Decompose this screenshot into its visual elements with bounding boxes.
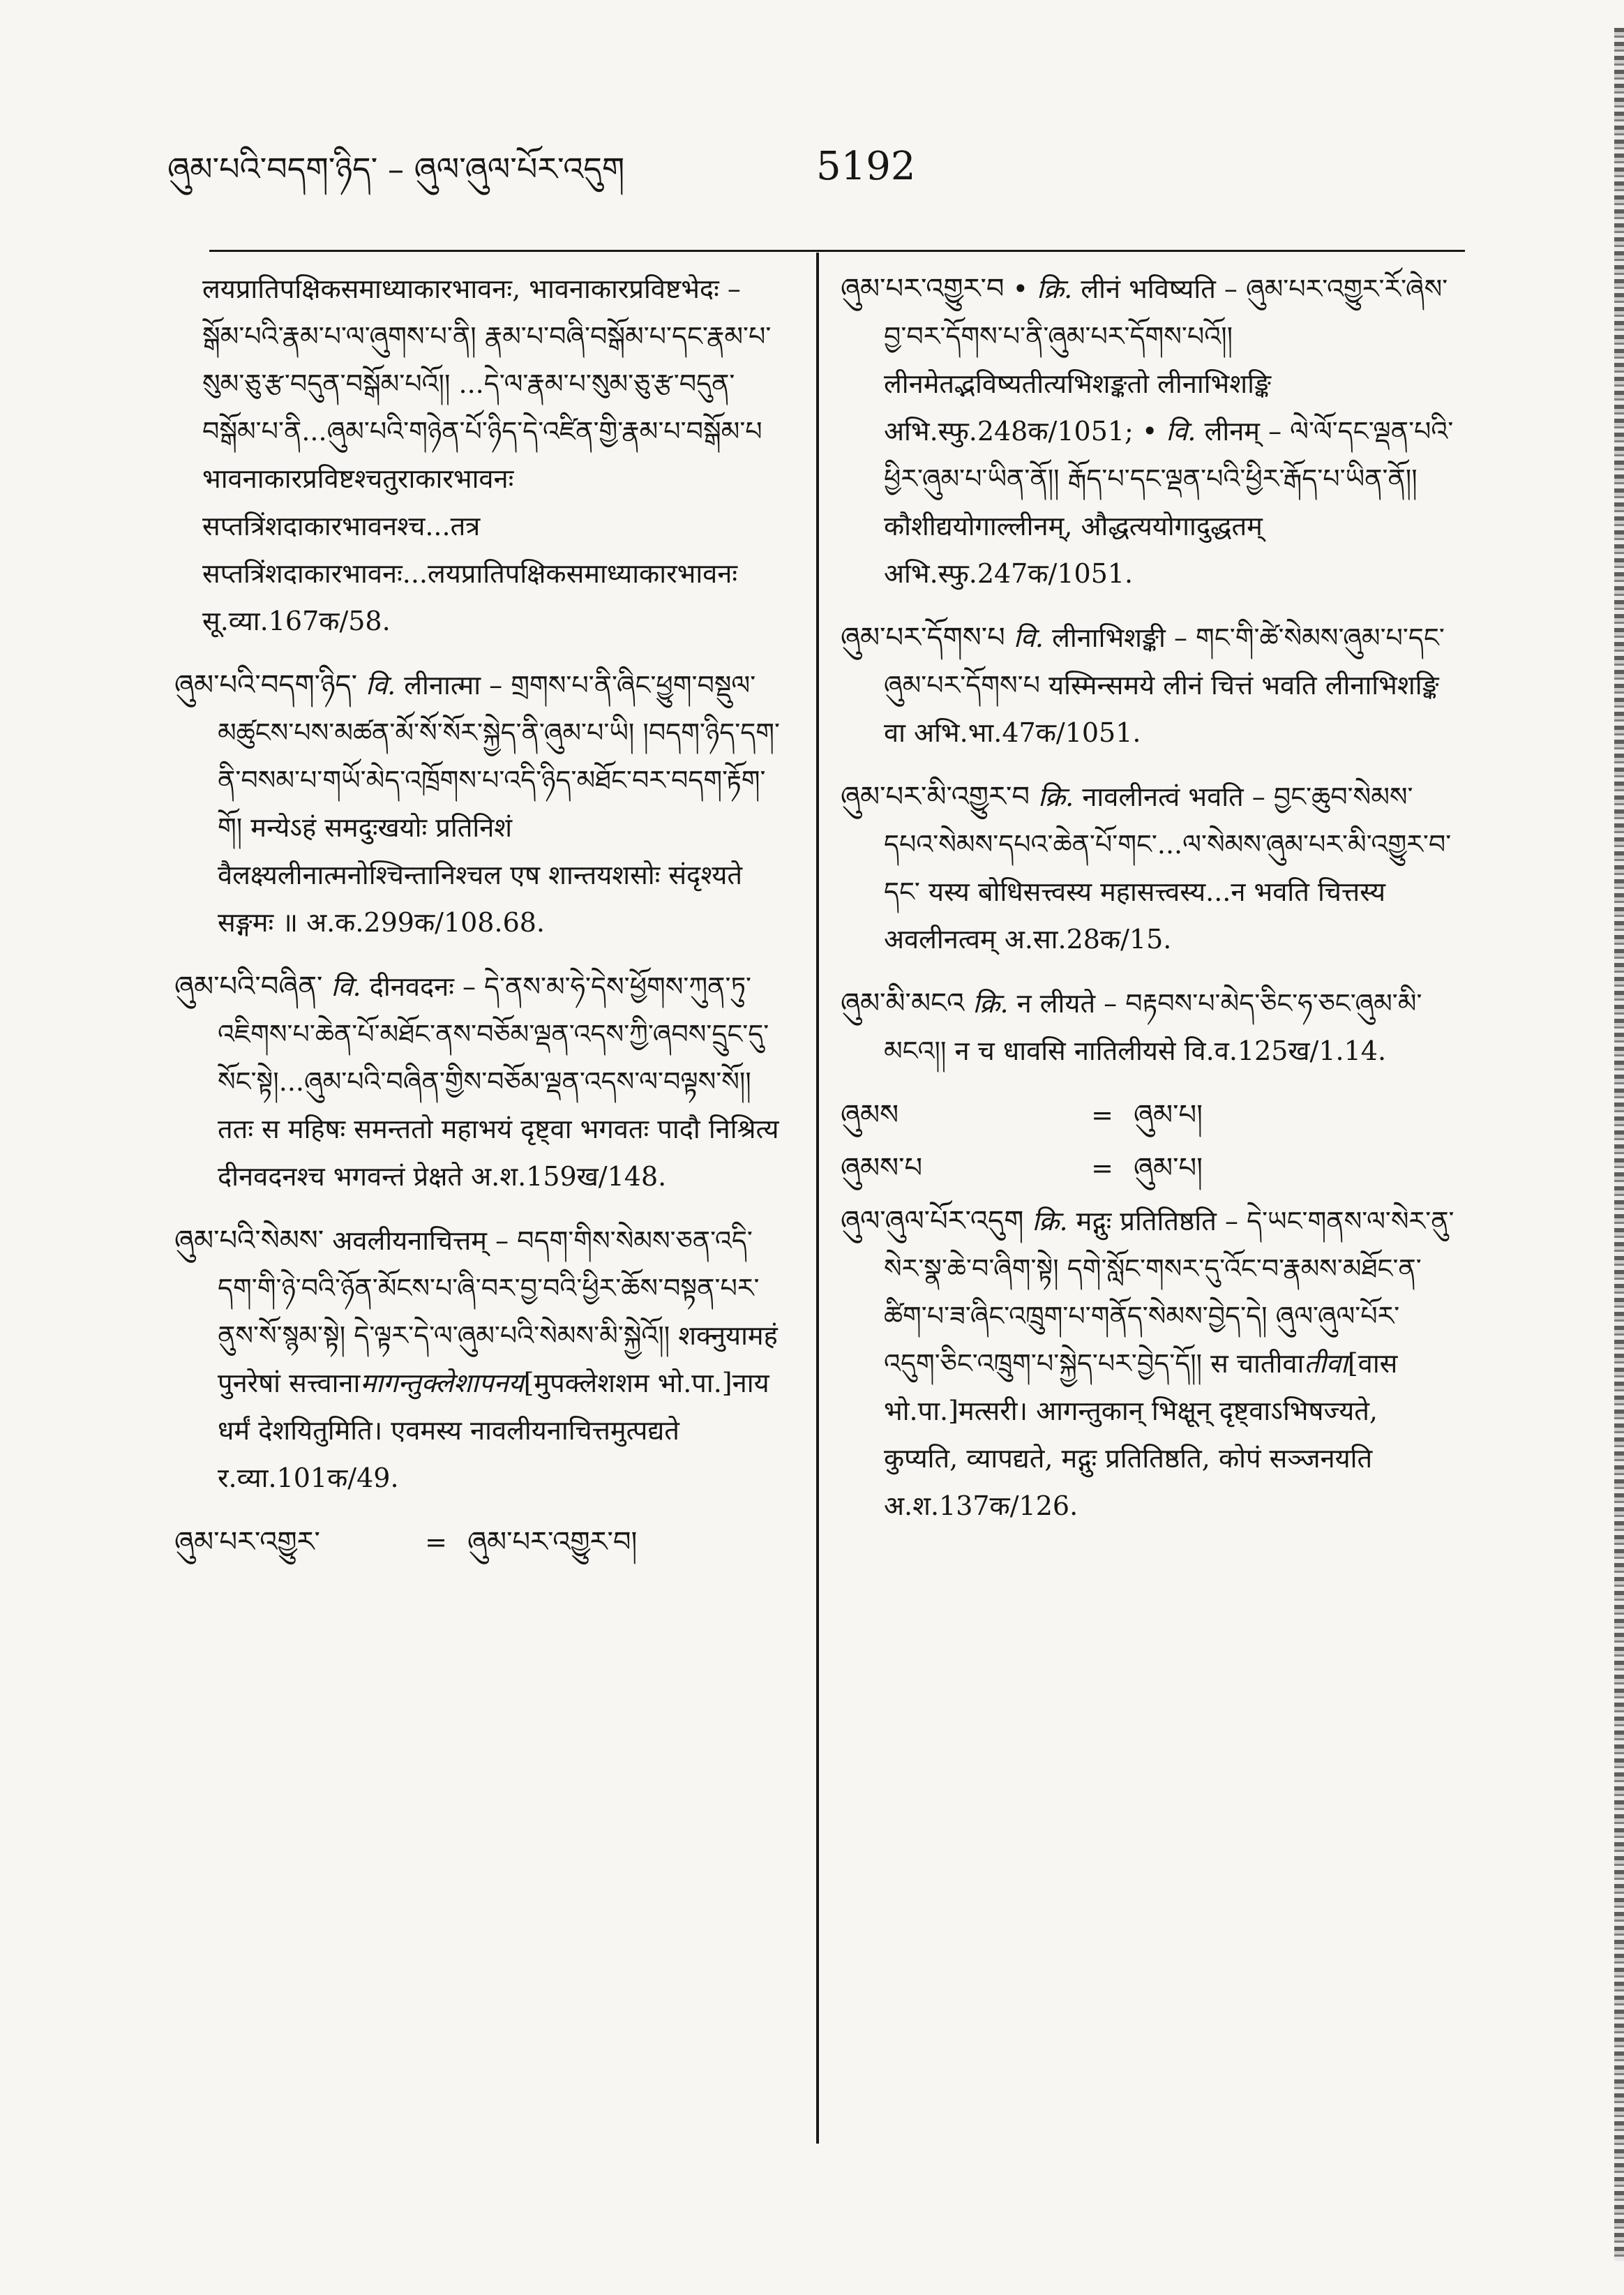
grammar-label: क्रि. [1032,1206,1068,1236]
headword: ཞུམ་པར་འགྱུར་བ [841,273,1005,305]
grammar-label: • क्रि. [1012,274,1073,304]
header-title: ཞུམ་པའི་བདག་ཉིད་ – ཞུལ་ཞུལ་པོར་འདུག [167,150,625,188]
definition: लीनं भविष्यति – ཞུམ་པར་འགྱུར་རོ་ཞེས་བྱ་བར་དོགས་པ་ནི་ཞུམ་པར་དོགས་པའོ།། लीनमेतद्भविष्यतीत्यभिशङ्कतो लीनाभिशङ्कि अभि.स्फु.248क/1051; [884,274,1448,447]
headword: ཞུམ་པར་དོགས་པ [841,622,1005,654]
headword: ཞུམ་མི་མངའ [841,987,965,1019]
grammar-label: वि. [1013,622,1044,653]
page-number: 5192 [816,144,916,189]
entry [174,1217,788,1502]
cross-reference [841,1144,1454,1192]
headword: ཞུམ་པར་འགྱུར་ [174,1526,320,1558]
definition-cont: [वास भो.पा.]मत्सरी। आगन्तुकान् भिक्षून् दृष्ट्वाऽभिषज्यते, कुप्यति, व्यापद्यते, मद्गुः प्रतितिष्ठति, कोपं सञ्जनयति अ.श.137क/126. [884,1348,1398,1521]
entry [174,661,788,946]
definition-cont: लीनम् – ལེ་ལོ་དང་ལྡན་པའི་ཕྱིར་ཞུམ་པ་ཡིན་ནོ།། རྒོད་པ་དང་ལྡན་པའི་ཕྱིར་རྒོད་པ་ཡིན་ནོ།། कौशीद्ययोगाल्लीनम्, औद्धत्ययोगादुद्धतम् अभि.स्फु.247क/1051. [884,416,1454,589]
definition: दीनवदनः – དེ་ནས་མ་ཧེ་དེས་ཕྱོགས་ཀུན་ཏུ་འཇིགས་པ་ཆེན་པོ་མཐོང་ནས་བཅོམ་ལྡན་འདས་ཀྱི་ཞབས་དྲུང་དུ་སོང་སྟེ།...ཞུམ་པའི་བཞིན་གྱིས་བཅོམ་ལྡན་འདས་ལ་བལྟས་སོ།། ततः स महिषः समन्ततो महाभयं दृष्ट्वा भगवतः पादौ निश्रित्य दीनवदनश्च भगवन्तं प्रेक्षते अ.श.159ख/148. [218,971,779,1192]
column-divider [816,253,819,2144]
header-rule [209,250,1465,252]
running-header [167,140,1465,202]
definition: मद्गुः प्रतितिष्ठति – དེ་ཡང་གནས་ལ་སེར་ནུ་སེར་སྣ་ཆེ་བ་ཞིག་སྟེ། དགེ་སློང་གསར་དུ་འོང་བ་རྣམས་མཐོང་ན་ཚིག་པ་ཟ་ཞིང་འཁྲུག་པ་གནོད་སེམས་བྱེད་དེ། ཞུལ་ཞུལ་པོར་འདུག་ཅིང་འཁྲུག་པ་སྐྱེད་པར་བྱེད་དོ།། स चातीवा [884,1206,1454,1379]
entry [841,1197,1454,1530]
continued-entry: लयप्रातिपक्षिकसमाध्याकारभावनः, भावनाकारप्रविष्टभेदः – སྒོམ་པའི་རྣམ་པ་ལ་ཞུགས་པ་ནི། རྣམ་པ་བཞི་བསྒོམ་པ་དང་རྣམ་པ་སུམ་ཅུ་རྩ་བདུན་བསྒོམ་པའོ།། ...དེ་ལ་རྣམ་པ་སུམ་ཅུ་རྩ་བདུན་བསྒོམ་པ་ནི...ཞུམ་པའི་གཉེན་པོ་ཉིད་དེ་འཛིན་གྱི་རྣམ་པ་བསྒོམ་པ भावनाकारप्रविष्टश्चतुराकारभावनः सप्तत्रिंशदाकारभावनश्च...तत्र सप्तत्रिंशदाकारभावनः...लयप्रातिपक्षिकसमाध्याकारभावनः सू.व्या.167क/58. [202,274,772,636]
variant-reading: तीवा [1304,1348,1348,1379]
entry [174,963,788,1200]
grammar-label: • वि. [1141,416,1196,447]
grammar-label: क्रि. [1038,782,1074,812]
entry [841,265,1454,597]
scan-edge [1614,28,1624,2261]
entry [841,980,1454,1075]
grammar-label: वि. [331,971,361,1002]
right-column [841,265,1454,1546]
equals-sign: = [1091,1100,1113,1130]
headword: ཞུམ་པའི་བཞིན་ [174,971,323,1003]
reference-target: ཞུམ་པ། [1134,1099,1203,1131]
cross-reference [841,1091,1454,1139]
definition: न लीयते – བརྟབས་པ་མེད་ཅིང་ཧ་ཅང་ཞུམ་མི་མངའ།། न च धावसि नातिलीयसे वि.व.125ख/1.14. [884,988,1422,1066]
definition: लीनात्मा – གྲགས་པ་ནི་ཞིང་ཕྱུག་བསྡུལ་མཚུངས་པས་མཚན་མོ་སོ་སོར་སྐྱེད་ནི་ཞུམ་པ་ཡི། །བདག་ཉིད་དག་ནི་བསམ་པ་གཡོ་མེད་འཁྲོགས་པ་འདི་ཉིད་མཐོང་བར་བདག་རྟོག་གོ། मन्येऽहं समदुःखयोः प्रतिनिशं वैलक्ष्यलीनात्मनोश्चिन्तानिश्चल एष शान्तयशसोः संदृश्यते सङ्गमः ॥ अ.क.299क/108.68. [218,670,780,938]
cross-reference [174,1518,788,1566]
headword: ཞུམ་པའི་སེམས་ [174,1225,324,1257]
headword: ཞུམས་པ [841,1152,923,1184]
headword: ཞུམས [841,1099,899,1131]
variant-reading: मागन्तुक्लेशापनय [360,1368,524,1398]
definition: अवलीयनाचित्तम् – བདག་གིས་སེམས་ཅན་འདི་དག་གི་ཉེ་བའི་ཉོན་མོངས་པ་ཞི་བར་བྱ་བའི་ཕྱིར་ཆོས་བསྟན་པར་ནུས་སོ་སྙམ་སྟེ། དེ་ལྟར་དེ་ལ་ཞུམ་པའི་སེམས་མི་སྐྱེའོ།། शक्नुयामहं पुनरेषां सत्त्वाना [218,1225,778,1398]
reference-target: ཞུམ་པ། [1134,1152,1203,1184]
entry [841,773,1454,963]
grammar-label: क्रि. [972,988,1009,1019]
headword: ཞུམ་པར་མི་འགྱུར་བ [841,781,1030,813]
definition-cont: [मुपक्लेशशम भो.पा.]नाय धर्मं देशयितुमिति। एवमस्य नावलीयनाचित्तमुत्पद्यते र.व्या.101क/49. [218,1368,769,1493]
definition: लीनाभिशङ्की – གང་གི་ཚེ་སེམས་ཞུམ་པ་དང་ཞུམ་པར་དོགས་པ यस्मिन्समये लीनं चित्तं भवति लीनाभिशङ्कि वा अभि.भा.47क/1051. [884,622,1445,748]
entry [841,614,1454,756]
reference-target: ཞུམ་པར་འགྱུར་བ། [467,1526,638,1558]
equals-sign: = [1091,1153,1113,1183]
definition: नावलीनत्वं भवति – བྱང་ཆུབ་སེམས་དཔའ་སེམས་དཔའ་ཆེན་པོ་གང་...ལ་སེམས་ཞུམ་པར་མི་འགྱུར་བ་དང་ यस्य बोधिसत्त्वस्य महासत्त्वस्य...न भवति चित्तस्य अवलीनत्वम् अ.सा.28क/15. [884,782,1452,955]
headword: ཞུམ་པའི་བདག་ཉིད་ [174,669,358,701]
headword: ཞུལ་ཞུལ་པོར་འདུག [841,1205,1024,1237]
left-column [174,265,788,1571]
grammar-label: वि. [366,670,396,701]
equals-sign: = [425,1527,447,1557]
